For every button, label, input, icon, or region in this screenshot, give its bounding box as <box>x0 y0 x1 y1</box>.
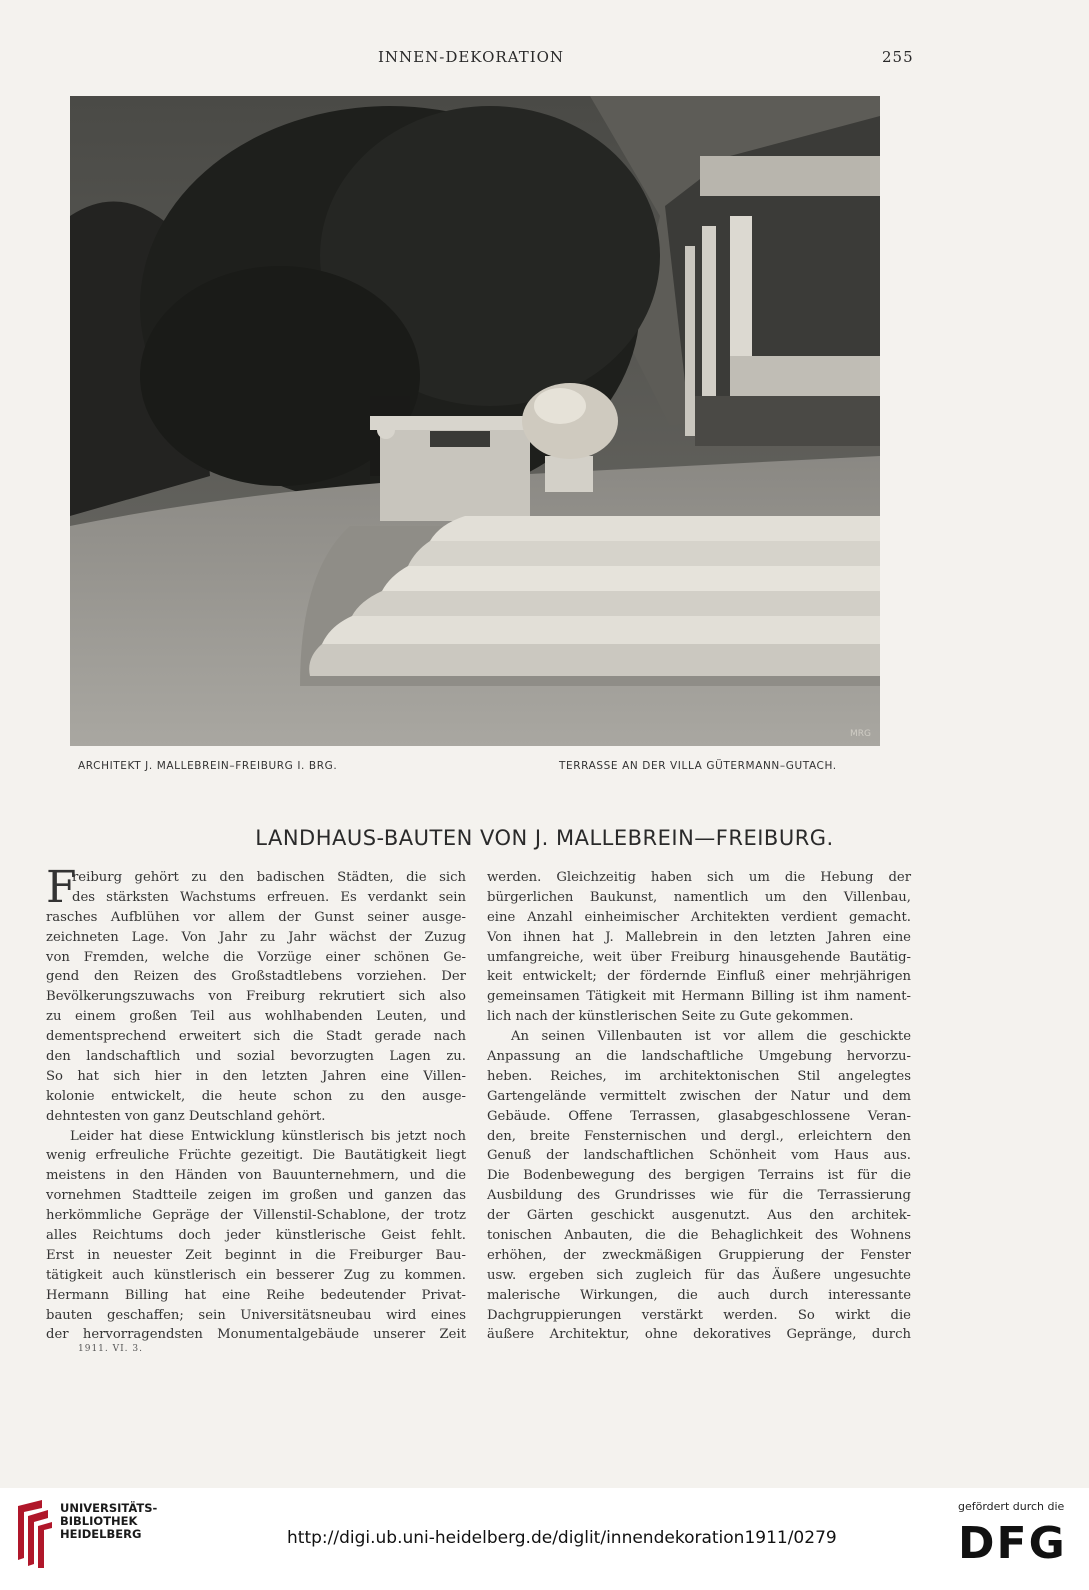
text-line: äußere Architektur, ohne dekoratives Gepränge, durch <box>487 1327 911 1343</box>
text-line: zeichneten Lage. Von Jahr zu Jahr wächst der Zuzug <box>46 929 466 945</box>
text-line: Anpassung an die landschaftliche Umgebung hervorzu- <box>487 1049 911 1065</box>
article-column-left <box>46 862 466 1345</box>
text-line: tonischen Anbauten, die die Behaglichkeit des Wohnens <box>487 1228 911 1244</box>
text-line: umfangreiche, weit über Freiburg hinausgehende Bautätig- <box>487 949 911 965</box>
text-line: So hat sich hier in den letzten Jahren eine Villen- <box>46 1068 466 1084</box>
text-line: An seinen Villenbauten ist vor allem die geschickte <box>511 1029 911 1045</box>
text-line: rasches Aufblühen vor allem der Gunst seiner ausge- <box>46 909 466 925</box>
text-line: erhöhen, der zweckmäßigen Gruppierung der Fenster <box>487 1247 911 1263</box>
text-line: kolonie entwickelt, die heute schon zu den ausge- <box>46 1088 466 1104</box>
text-line: zu einem großen Teil aus wohlhabenden Leuten, und <box>46 1009 466 1025</box>
text-line: bürgerlichen Baukunst, namentlich um den Villenbau, <box>487 889 911 905</box>
library-name-line: UNIVERSITÄTS- <box>60 1501 158 1515</box>
article-title: LANDHAUS-BAUTEN VON J. MALLEBREIN—FREIBURG. <box>255 826 834 850</box>
text-line: Ausbildung des Grundrisses wie für die Terrassierung <box>487 1188 911 1204</box>
permalink-url[interactable]: http://digi.ub.uni-heidelberg.de/diglit/innendekoration1911/0279 <box>287 1528 837 1548</box>
text-line: lich nach der künstlerischen Seite zu Gute gekommen. <box>487 1009 854 1025</box>
text-line: Gartengelände vermittelt zwischen der Natur und dem <box>487 1088 911 1104</box>
photo-mark: MRG <box>850 729 871 739</box>
digitization-footer <box>0 1488 1089 1590</box>
text-line: keit entwickelt; der fördernde Einfluß einer mehrjährigen <box>487 969 911 985</box>
text-line: dehntesten von ganz Deutschland gehört. <box>46 1108 326 1124</box>
text-line: meistens in den Händen von Bauunternehmern, und die <box>46 1168 466 1184</box>
terrace-photograph <box>70 96 880 746</box>
text-line: gemeinsamen Tätigkeit mit Hermann Billing ist ihm nament- <box>487 989 911 1005</box>
text-line: Die Bodenbewegung des bergigen Terrains ist für die <box>487 1168 911 1184</box>
university-library-name <box>60 1502 157 1541</box>
text-line: wenig erfreuliche Früchte gezeitigt. Die Bautätigkeit liegt <box>46 1148 466 1164</box>
terrace-photo-illustration <box>70 96 880 746</box>
university-library-logo-icon <box>14 1498 54 1570</box>
drop-cap: F <box>46 862 77 913</box>
signature-mark: 1911. VI. 3. <box>78 1344 143 1354</box>
text-line: eine Anzahl einheimischer Architekten verdient gemacht. <box>487 909 911 925</box>
text-line: der Gärten geschickt ausgenutzt. Aus den architek- <box>487 1208 911 1224</box>
caption-architect: ARCHITEKT J. MALLEBREIN–FREIBURG I. BRG. <box>78 760 338 772</box>
text-line: des stärksten Wachstums erfreuen. Es verdankt sein <box>72 889 466 905</box>
dfg-logo: DFG <box>958 1518 1067 1569</box>
text-line: Erst in neuester Zeit beginnt in die Freiburger Bau- <box>46 1247 466 1263</box>
text-line: Leider hat diese Entwicklung künstlerisch bis jetzt noch <box>70 1128 466 1144</box>
text-line: bauten geschaffen; sein Universitätsneubau wird eines <box>46 1307 466 1323</box>
running-title: INNEN-DEKORATION <box>378 48 565 66</box>
article-column-right <box>487 868 911 1345</box>
text-line: dementsprechend erweitert sich die Stadt gerade nach <box>46 1029 466 1045</box>
caption-subject: TERRASSE AN DER VILLA GÜTERMANN–GUTACH. <box>559 760 837 772</box>
text-line: von Fremden, welche die Vorzüge einer schönen Ge- <box>46 949 466 965</box>
text-line: usw. ergeben sich zugleich für das Äußere ungesuchte <box>487 1267 911 1283</box>
text-line: Hermann Billing hat eine Reihe bedeutender Privat- <box>46 1287 466 1303</box>
text-line: alles Reichtums doch jeder künstlerische Geist fehlt. <box>46 1228 466 1244</box>
library-name-line: HEIDELBERG <box>60 1527 142 1541</box>
text-line: herkömmliche Gepräge der Villenstil-Schablone, der trotz <box>46 1208 466 1224</box>
text-line: Bevölkerungszuwachs von Freiburg rekrutiert sich also <box>46 989 466 1005</box>
text-line: heben. Reiches, im architektonischen Stil angelegtes <box>487 1068 911 1084</box>
text-line: reiburg gehört zu den badischen Städten, die sich <box>72 870 466 885</box>
text-line: Genuß der landschaftlichen Schönheit vom Haus aus. <box>487 1148 911 1164</box>
text-line: gend den Reizen des Großstadtlebens vorziehen. Der <box>46 969 466 985</box>
running-head <box>0 48 1089 72</box>
funded-by-label: gefördert durch die <box>958 1500 1065 1513</box>
text-line: den landschaftlich und sozial bevorzugten Lagen zu. <box>46 1049 466 1065</box>
text-line: Von ihnen hat J. Mallebrein in den letzten Jahren eine <box>487 929 911 945</box>
text-line: Dachgruppierungen verstärkt werden. So wirkt die <box>487 1307 911 1323</box>
text-line: der hervorragendsten Monumentalgebäude unserer Zeit <box>46 1327 466 1343</box>
text-line: malerische Wirkungen, die auch durch interessante <box>487 1287 911 1303</box>
text-line: tätigkeit auch künstlerisch ein besserer Zug zu kommen. <box>46 1267 466 1283</box>
library-name-line: BIBLIOTHEK <box>60 1514 138 1528</box>
page-number: 255 <box>882 48 914 66</box>
text-line: Gebäude. Offene Terrassen, glasabgeschlossene Veran- <box>487 1108 911 1124</box>
text-line: werden. Gleichzeitig haben sich um die Hebung der <box>487 870 911 885</box>
text-line: den, breite Fensternischen und dergl., erleichtern den <box>487 1128 911 1144</box>
text-line: vornehmen Stadtteile zeigen im großen und ganzen das <box>46 1188 466 1204</box>
